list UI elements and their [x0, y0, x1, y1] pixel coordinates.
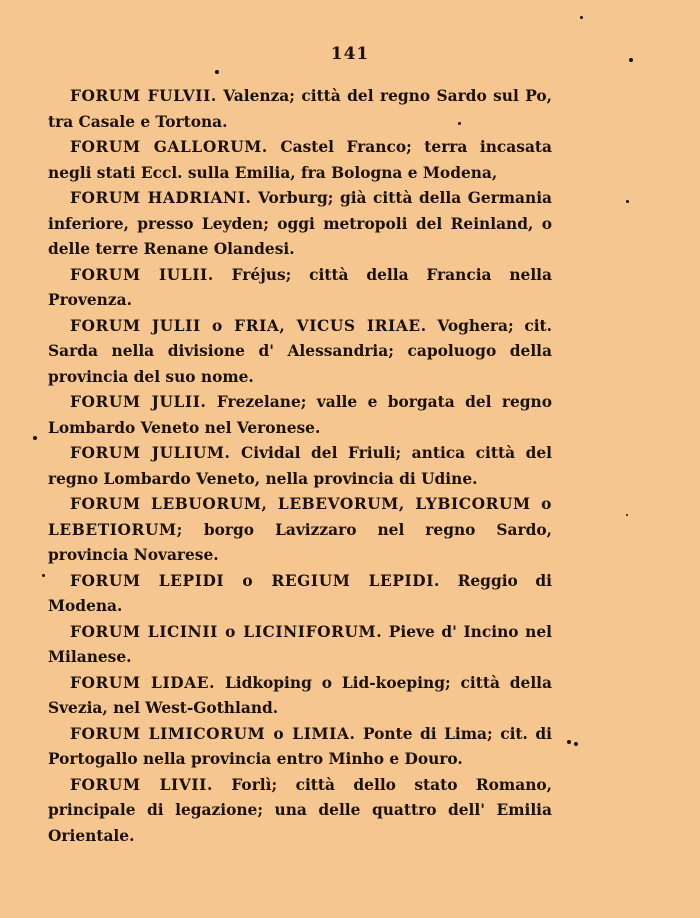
print-speck [458, 122, 461, 125]
entry-text: Voghera; cit. Sarda nella divisione d' Alessandria; capoluogo della provincia del suo nome. [48, 316, 553, 386]
entry-headword: FORUM HADRIANI. [70, 189, 252, 207]
print-speck [215, 70, 219, 74]
print-speck [567, 740, 571, 744]
entry [48, 263, 552, 314]
entry-headword: FORUM JULIUM. [70, 444, 231, 462]
entry [48, 492, 552, 569]
entry [48, 671, 552, 722]
entry [48, 722, 552, 773]
print-speck [626, 514, 628, 516]
entry [48, 773, 552, 850]
entry-text: Reggio di Modena. [48, 571, 553, 615]
entry [48, 569, 552, 620]
entry-text: Cividal del Friuli; antica città del regno Lombardo Veneto, nella provincia di Udine. [48, 444, 553, 488]
entry-text: Fréjus; città della Francia nella Provenza. [48, 265, 552, 309]
print-speck [42, 574, 45, 577]
entry-headword: FORUM LEBUORUM, LEBEVORUM, LYBICORUM o LEBETIORUM; [48, 495, 552, 539]
entry-headword: FORUM GALLORUM. [70, 138, 268, 156]
entry [48, 441, 552, 492]
entry-headword: FORUM JULII o FRIA, VICUS IRIAE. [70, 316, 427, 335]
entry-headword: FORUM FULVII. [70, 87, 217, 105]
dictionary-entries [48, 84, 552, 849]
entry [48, 390, 552, 441]
entry-text: Forlì; città dello stato Romano, principale di legazione; una delle quattro dell' Emilia Orientale. [48, 775, 553, 845]
entry [48, 620, 552, 671]
entry-text: Frezelane; valle e borgata del regno Lombardo Veneto nel Veronese. [48, 393, 552, 437]
print-speck [626, 200, 629, 203]
page-number: 141 [330, 44, 370, 64]
print-speck [574, 742, 578, 746]
entry-headword: FORUM LIMICORUM o LIMIA. [70, 724, 356, 743]
entry-text: borgo Lavizzaro nel regno Sardo, provincia Novarese. [48, 520, 553, 564]
entry [48, 314, 552, 391]
entry [48, 84, 552, 135]
entry-headword: FORUM LIVII. [70, 775, 213, 794]
entry-headword: FORUM JULII. [70, 393, 207, 411]
entry-headword: FORUM IULII. [70, 265, 214, 284]
entry-text: Vorburg; già città della Germania inferiore, presso Leyden; oggi metropoli del Reinland, o delle terre Renane Olandesi. [48, 189, 553, 258]
entry-headword: FORUM LICINII o LICINIFORUM. [70, 622, 383, 641]
print-speck [629, 58, 633, 62]
entry [48, 186, 552, 263]
entry-text: Ponte di Lima; cit. di Portogallo nella provincia entro Minho e Douro. [48, 724, 552, 768]
entry-text: Lidkoping o Lid-koeping; città della Svezia, nel West-Gothland. [48, 673, 553, 717]
entry-headword: FORUM LIDAE. [70, 673, 216, 692]
print-speck [580, 16, 583, 19]
print-speck [33, 436, 37, 440]
entry-headword: FORUM LEPIDI o REGIUM LEPIDI. [70, 571, 440, 590]
entry-text: Valenza; città del regno Sardo sul Po, tra Casale e Tortona. [48, 87, 552, 131]
entry-text: Castel Franco; terra incasata negli stati Eccl. sulla Emilia, fra Bologna e Modena, [48, 138, 552, 182]
entry [48, 135, 552, 186]
entry-text: Pieve d' Incino nel Milanese. [48, 622, 552, 666]
